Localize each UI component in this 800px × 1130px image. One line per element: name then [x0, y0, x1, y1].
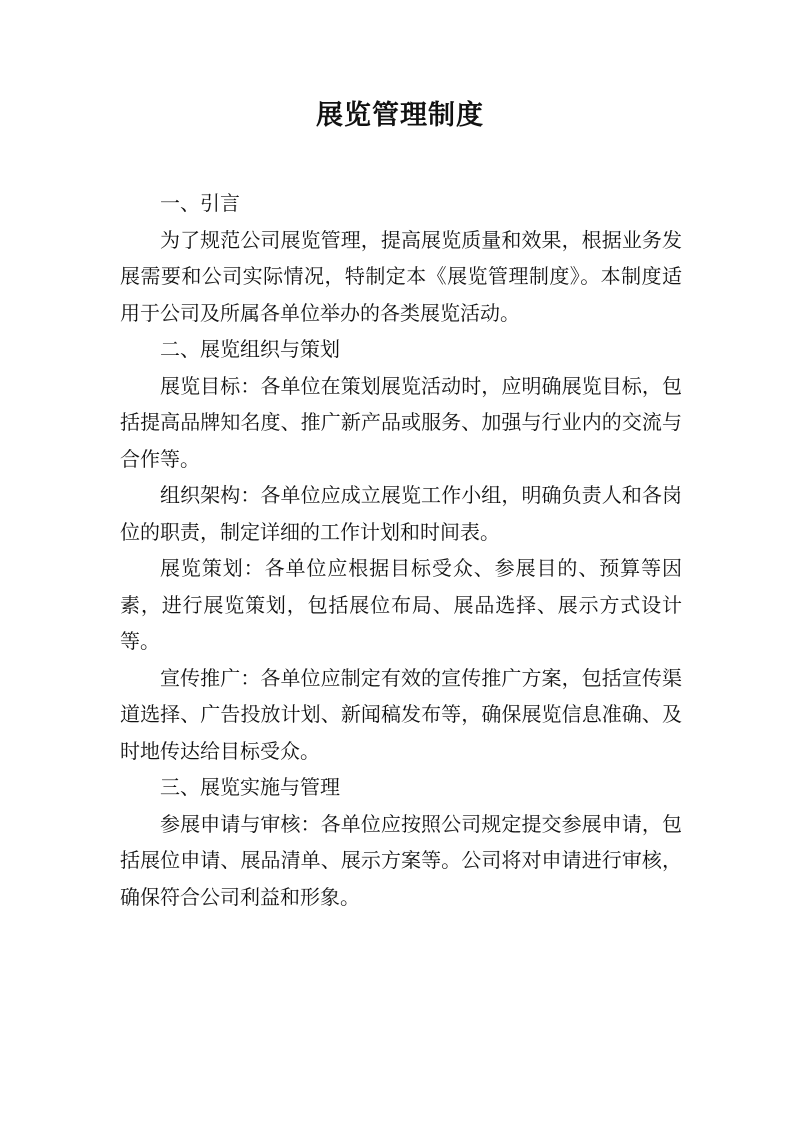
- paragraph-exhibition-goals: 展览目标：各单位在策划展览活动时，应明确展览目标，包括提高品牌知名度、推广新产品或服务、加强与行业内的交流与合作等。: [120, 373, 682, 471]
- section-heading-intro: 一、引言: [160, 191, 240, 215]
- section-heading-organization: 二、展览组织与策划: [160, 337, 340, 361]
- paragraph-org-structure: 组织架构：各单位应成立展览工作小组，明确负责人和各岗位的职责，制定详细的工作计划和时间表。: [120, 483, 682, 544]
- document-title: 展览管理制度: [316, 100, 484, 131]
- document-body: [120, 185, 682, 915]
- paragraph-promotion: 宣传推广：各单位应制定有效的宣传推广方案，包括宣传渠道选择、广告投放计划、新闻稿发布等，确保展览信息准确、及时地传达给目标受众。: [120, 665, 682, 763]
- paragraph-application-review: 参展申请与审核：各单位应按照公司规定提交参展申请，包括展位申请、展品清单、展示方案等。公司将对申请进行审核，确保符合公司利益和形象。: [120, 811, 682, 909]
- paragraph-purpose: 为了规范公司展览管理，提高展览质量和效果，根据业务发展需要和公司实际情况，特制定本《展览管理制度》。本制度适用于公司及所属各单位举办的各类展览活动。: [120, 227, 682, 325]
- paragraph-exhibition-planning: 展览策划：各单位应根据目标受众、参展目的、预算等因素，进行展览策划，包括展位布局、展品选择、展示方式设计等。: [120, 556, 682, 653]
- section-heading-implementation: 三、展览实施与管理: [160, 775, 340, 799]
